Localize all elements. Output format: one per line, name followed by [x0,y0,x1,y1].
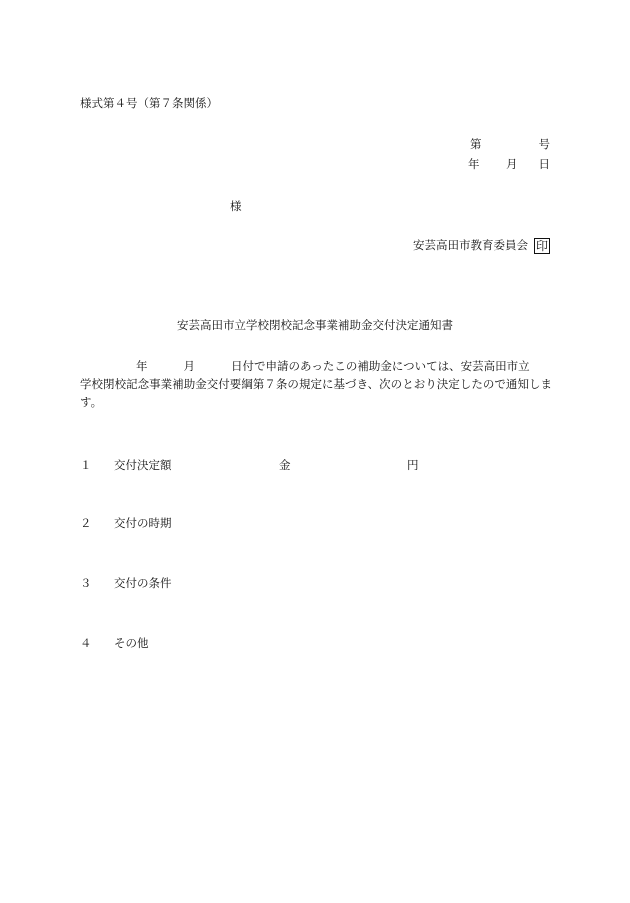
body-month: 月 [183,359,195,373]
item-label: 交付の条件 [114,576,172,590]
body-line-1 [80,357,552,375]
item-label: 交付決定額 [114,458,172,472]
document-title: 安芸高田市立学校閉校記念事業補助金交付決定通知書 [177,318,453,332]
item-label: 交付の時期 [114,516,172,530]
item-number: １ [80,458,92,472]
addressee: 様 [230,199,242,213]
date-month: 月 [506,157,518,171]
issuer-name: 安芸高田市教育委員会 [412,238,528,253]
issuer-block [413,238,550,254]
item-number: ２ [80,516,92,530]
item-number: ４ [80,636,92,650]
body-rest: 学校閉校記念事業補助金交付要綱第７条の規定に基づき、次のとおり決定したので通知します。 [80,377,552,409]
form-id: 様式第４号（第７条関係） [80,96,218,110]
seal-mark: 印 [535,239,548,253]
date-day: 日 [538,157,550,171]
number-suffix: 号 [538,137,550,151]
body-line1-tail: 日付で申請のあったこの補助金については、安芸高田市立 [231,359,530,373]
date-year: 年 [468,157,480,171]
amount-prefix: 金 [279,458,291,472]
item-number: ３ [80,576,92,590]
body-year: 年 [136,359,148,373]
number-prefix: 第 [470,137,482,151]
body-paragraph [80,357,552,411]
item-label: その他 [114,636,149,650]
amount-unit: 円 [407,458,419,472]
